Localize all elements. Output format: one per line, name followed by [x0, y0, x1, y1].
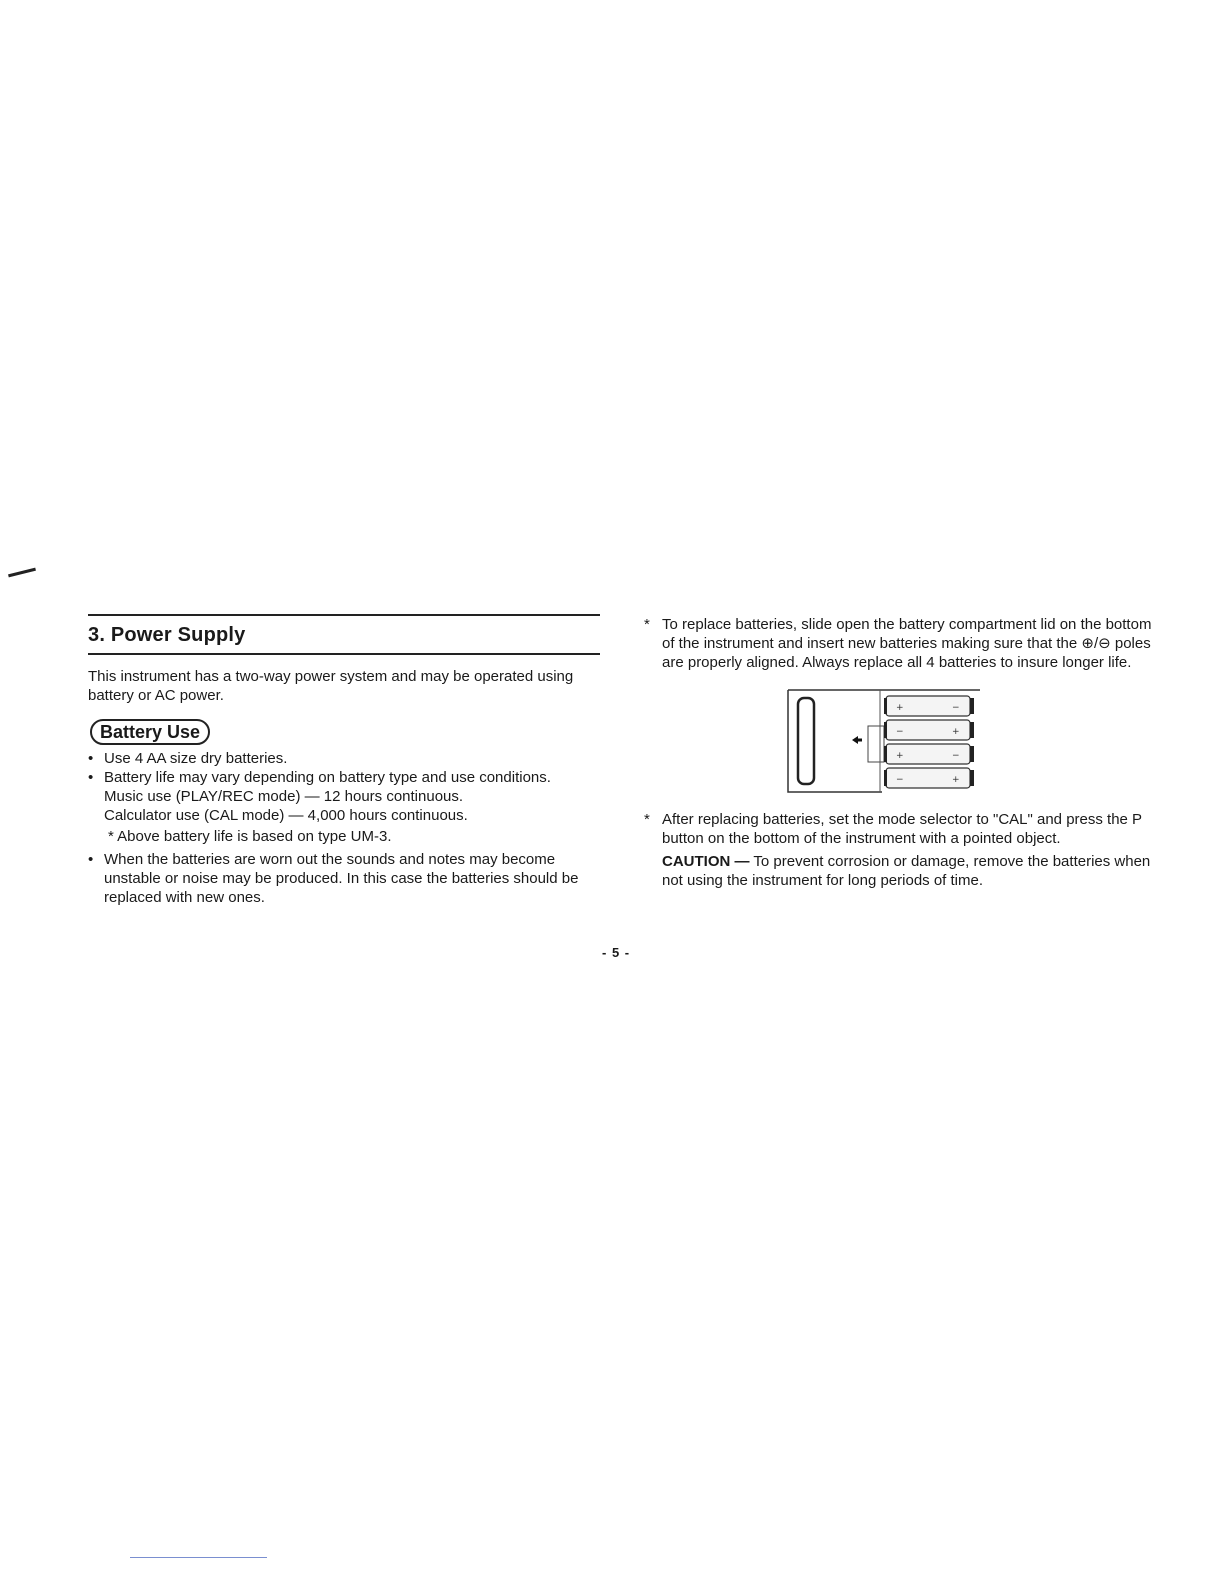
battery-use-list — [88, 749, 600, 907]
battery-compartment-diagram-icon — [782, 686, 982, 798]
title-rule-top — [88, 614, 600, 616]
svg-text:+: + — [896, 751, 904, 761]
footer-rule — [130, 1557, 267, 1558]
replace-text: To replace batteries, slide open the battery compartment lid on the bottom of the instrument and insert new batteries making sure that the ⊕/⊖ poles are properly aligned. Always replace all 4 batteries to insure longer life. — [662, 616, 1152, 671]
svg-text:−: − — [952, 751, 960, 761]
after-text: After replacing batteries, set the mode selector to "CAL" and press the P button on the bottom of the instrument with a pointed object. — [662, 811, 1142, 847]
battery-life-note: * Above battery life is based on type UM-3. — [108, 828, 392, 845]
calculator-use-line: Calculator use (CAL mode) — 4,000 hours continuous. — [104, 807, 468, 824]
svg-text:−: − — [896, 775, 904, 785]
right-column — [644, 615, 1156, 890]
caution-paragraph — [662, 852, 1156, 890]
section-title: 3. Power Supply — [88, 624, 246, 646]
list-item-text: Use 4 AA size dry batteries. — [104, 750, 288, 767]
list-item-text: Battery life may vary depending on battery type and use conditions. — [104, 769, 551, 786]
list-item-text: When the batteries are worn out the sounds and notes may become unstable or noise may be produced. In this case the batteries should be replaced with new ones. — [104, 851, 579, 906]
corner-mark — [8, 568, 36, 578]
svg-text:+: + — [952, 727, 960, 737]
list-item — [88, 850, 600, 907]
svg-text:+: + — [896, 703, 904, 713]
replace-instructions — [644, 615, 1156, 672]
title-rule-bottom — [88, 653, 600, 655]
insert-arrow-icon — [852, 736, 862, 744]
battery-use-badge: Battery Use — [90, 719, 210, 745]
list-item — [88, 749, 600, 768]
caution-label: CAUTION — — [662, 853, 750, 870]
svg-text:−: − — [952, 703, 960, 713]
caution-text: To prevent corrosion or damage, remove the batteries when not using the instrument for long periods of time. — [662, 853, 1151, 889]
asterisk: * — [644, 811, 650, 828]
intro-paragraph: This instrument has a two-way power system and may be operated using battery or AC power. — [88, 668, 574, 704]
page-number: - 5 - — [602, 945, 631, 960]
svg-text:+: + — [952, 775, 960, 785]
music-use-line: Music use (PLAY/REC mode) — 12 hours continuous. — [104, 788, 464, 805]
after-replacing-instructions — [644, 810, 1156, 848]
svg-text:−: − — [896, 727, 904, 737]
list-item — [88, 768, 600, 846]
left-column — [88, 614, 600, 907]
asterisk: * — [644, 616, 650, 633]
